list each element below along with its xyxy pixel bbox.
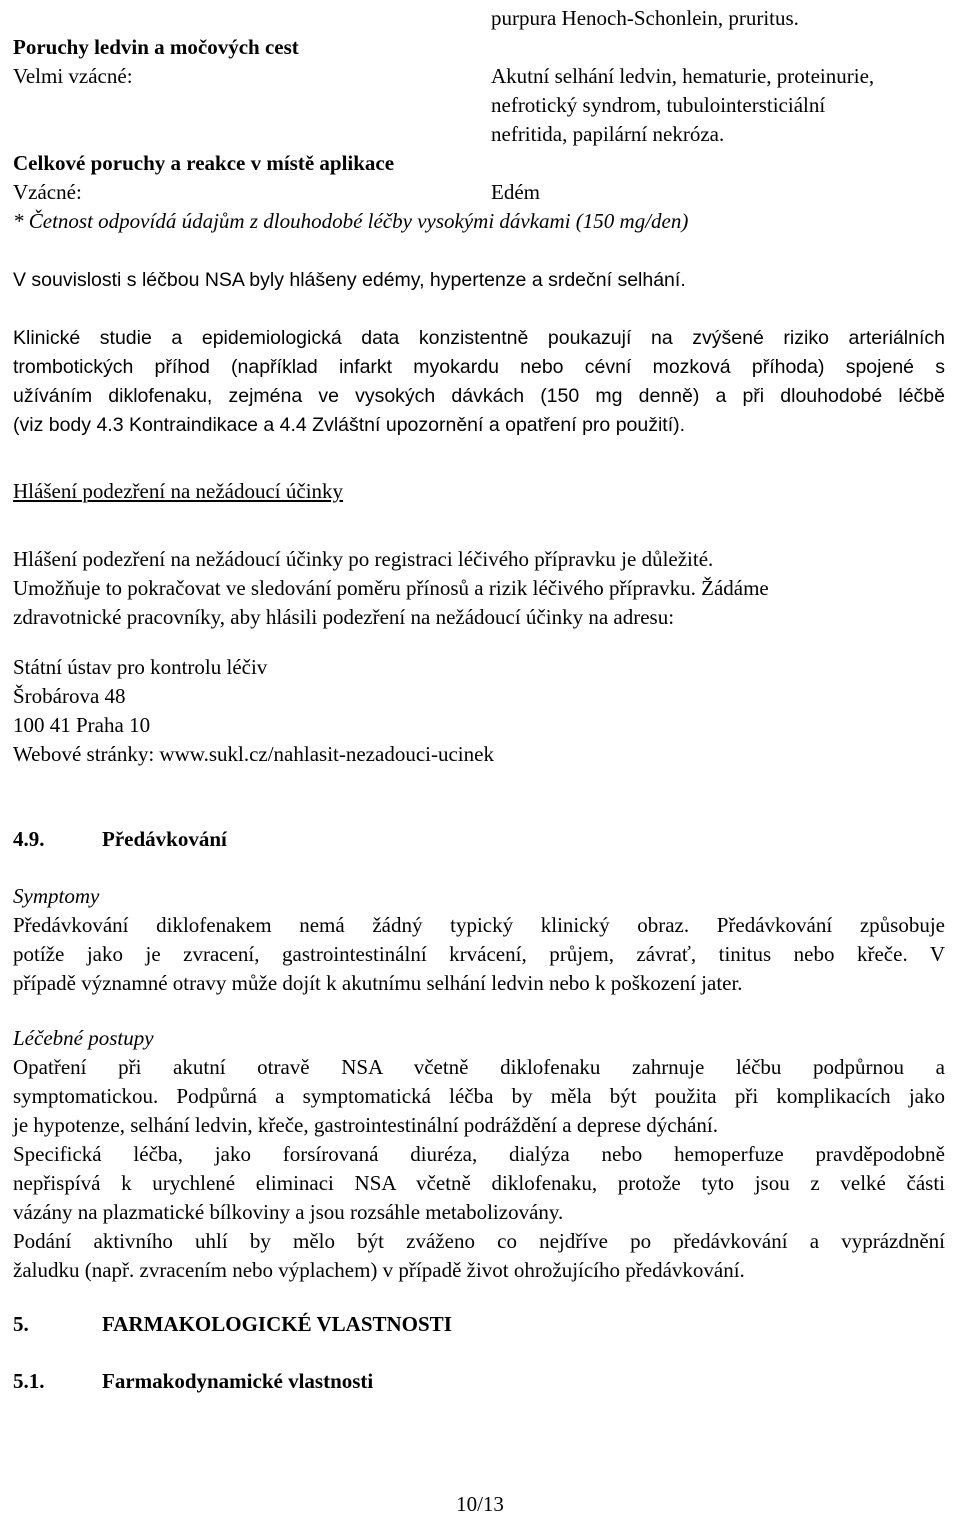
clinical-line: užíváním diklofenaku, zejména ve vysokých dávkách (150 mg denně) a při dlouhodobé léčbě xyxy=(13,385,945,407)
symptoms-line: Předávkování diklofenakem nemá žádný typický klinický obraz. Předávkování způsobuje xyxy=(13,913,945,937)
treatment-line: symptomatickou. Podpůrná a symptomatická léčba by měla být použita při komplikacích jako xyxy=(13,1084,945,1108)
table-continued-text: purpura Henoch-Schonlein, pruritus. xyxy=(491,6,799,30)
kidney-disorders-heading: Poruchy ledvin a močových cest xyxy=(13,35,299,59)
reporting-address xyxy=(13,653,945,769)
treatment-line: Opatření při akutní otravě NSA včetně diklofenaku zahrnuje léčbu podpůrnou a xyxy=(13,1055,945,1079)
kidney-effects xyxy=(491,62,874,149)
reporting-line: zdravotnické pracovníky, aby hlásili podezření na nežádoucí účinky na adresu: xyxy=(13,605,675,629)
reporting-paragraph xyxy=(13,545,945,632)
treatment-paragraph xyxy=(13,1053,945,1285)
treatment-heading: Léčebné postupy xyxy=(13,1026,154,1050)
section-5-1-title: Farmakodynamické vlastnosti xyxy=(102,1369,374,1393)
section-5-1-number: 5.1. xyxy=(13,1369,45,1393)
general-effect: Edém xyxy=(491,180,540,204)
section-4-9-title: Předávkování xyxy=(102,827,227,851)
kidney-frequency: Velmi vzácné: xyxy=(13,64,133,88)
nsa-sentence: V souvislosti s léčbou NSA byly hlášeny edémy, hypertenze a srdeční selhání. xyxy=(13,269,686,291)
clinical-studies-paragraph xyxy=(13,324,945,440)
address-city: 100 41 Praha 10 xyxy=(13,713,151,737)
treatment-line: vázány na plazmatické bílkoviny a jsou rozsáhle metabolizovány. xyxy=(13,1200,564,1224)
treatment-line: nepřispívá k urychlené eliminaci NSA včetně diklofenaku, protože tyto jsou z velké části xyxy=(13,1171,945,1195)
reporting-line: Umožňuje to pokračovat ve sledování poměru přínosů a rizik léčivého přípravku. Žádáme xyxy=(13,576,769,600)
address-agency: Státní ústav pro kontrolu léčiv xyxy=(13,655,268,679)
kidney-effect-line: Akutní selhání ledvin, hematurie, proteinurie, xyxy=(491,64,875,88)
section-5-title: FARMAKOLOGICKÉ VLASTNOSTI xyxy=(102,1312,452,1336)
address-street: Šrobárova 48 xyxy=(13,684,126,708)
reporting-heading: Hlášení podezření na nežádoucí účinky xyxy=(13,479,344,503)
section-5-number: 5. xyxy=(13,1312,29,1336)
symptoms-paragraph xyxy=(13,911,945,998)
address-website: Webové stránky: www.sukl.cz/nahlasit-nezadouci-ucinek xyxy=(13,742,494,766)
symptoms-heading: Symptomy xyxy=(13,884,100,908)
treatment-line: je hypotenze, selhání ledvin, křeče, gastrointestinální podráždění a deprese dýchání. xyxy=(13,1113,718,1137)
page-number: 10/13 xyxy=(456,1492,504,1516)
general-frequency: Vzácné: xyxy=(13,180,82,204)
clinical-line: (viz body 4.3 Kontraindikace a 4.4 Zvláštní upozornění a opatření pro použití). xyxy=(13,414,686,436)
general-disorders-heading: Celkové poruchy a reakce v místě aplikace xyxy=(13,151,395,175)
clinical-line: Klinické studie a epidemiologická data konzistentně poukazují na zvýšené riziko arteriálních xyxy=(13,327,945,349)
treatment-line: Podání aktivního uhlí by mělo být zváženo co nejdříve po předávkování a vyprázdnění xyxy=(13,1229,945,1253)
reporting-line: Hlášení podezření na nežádoucí účinky po registraci léčivého přípravku je důležité. xyxy=(13,547,714,571)
frequency-footnote: * Četnost odpovídá údajům z dlouhodobé léčby vysokými dávkami (150 mg/den) xyxy=(13,209,689,233)
kidney-effect-line: nefritida, papilární nekróza. xyxy=(491,122,725,146)
kidney-effect-line: nefrotický syndrom, tubulointersticiální xyxy=(491,93,826,117)
section-4-9-number: 4.9. xyxy=(13,827,45,851)
clinical-line: trombotických příhod (například infarkt myokardu nebo cévní mozková příhoda) spojené s xyxy=(13,356,945,378)
symptoms-line: potíže jako je zvracení, gastrointestinální krvácení, průjem, závrať, tinitus nebo křeče. V xyxy=(13,942,945,966)
treatment-line: Specifická léčba, jako forsírovaná diuréza, dialýza nebo hemoperfuze pravděpodobně xyxy=(13,1142,945,1166)
treatment-line: žaludku (např. zvracením nebo výplachem) v případě život ohrožujícího předávkování. xyxy=(13,1258,745,1282)
symptoms-line: případě významné otravy může dojít k akutnímu selhání ledvin nebo k poškození jater. xyxy=(13,971,743,995)
